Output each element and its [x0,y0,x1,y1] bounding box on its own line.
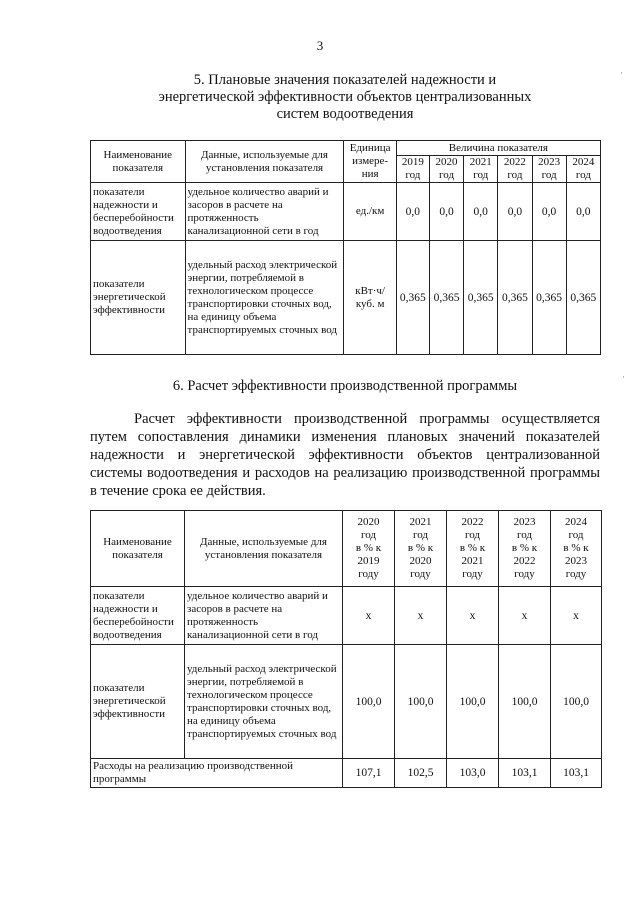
value-cell: х [499,587,551,645]
header-period: 2024 год в % к 2023 году [551,511,602,587]
header-unit-line: измере- [352,155,389,167]
value-cell: 0,365 [532,241,566,355]
header-value-group: Величина показателя [396,141,600,156]
value-cell: 100,0 [395,645,447,759]
value-cell: 0,365 [566,241,600,355]
header-unit-line: ния [361,168,379,180]
header-year: 2021 год [464,156,498,183]
value-cell: 103,1 [499,759,551,788]
indicator-cell: показатели энергетической эффективности [91,645,185,759]
value-cell: х [551,587,602,645]
value-cell: 0,0 [532,183,566,241]
section-6-title: 6. Расчет эффективности производственной программы [172,378,518,394]
table-row [91,587,602,645]
section-6-paragraph: Расчет эффективности производственной программы осуществляется путем сопоставления динамики изменения плановых значений показателей надежности и энергетической эффективности объектов централизованной системы водоотведения и расходов на реализацию производственной программы в течение срока ее действия. [90,411,600,499]
efficiency-table [90,510,602,788]
value-cell: х [343,587,395,645]
table-row [91,241,601,355]
unit-cell: кВт·ч/ куб. м [344,241,396,355]
table-row [91,759,602,788]
section-5-title-line: систем водоотведения [276,106,414,122]
indicator-cell: показатели надежности и бесперебойности водоотведения [91,587,185,645]
header-year: 2022 год [498,156,532,183]
data-used-cell: удельный расход электрической энергии, потребляемой в технологическом процессе транспортировки сточных вод, на единицу объема транспортируемых сточных вод [185,645,343,759]
value-cell: 100,0 [447,645,499,759]
section-5-title [90,72,600,123]
header-period: 2021 год в % к 2020 году [395,511,447,587]
indicator-cell: показатели надежности и бесперебойности водоотведения [91,183,186,241]
value-cell: х [395,587,447,645]
value-cell: 0,0 [429,183,463,241]
value-cell: 0,365 [464,241,498,355]
value-cell: 103,1 [551,759,602,788]
value-cell: 100,0 [551,645,602,759]
value-cell: 0,365 [396,241,429,355]
section-5-title-line: энергетической эффективности объектов централизованных [158,89,532,105]
header-indicator: Наименование показателя [91,511,185,587]
header-year: 2019 год [396,156,429,183]
header-indicator: Наименование показателя [91,141,186,183]
header-year: 2023 год [532,156,566,183]
header-year: 2024 год [566,156,600,183]
value-cell: 102,5 [395,759,447,788]
value-cell: х [447,587,499,645]
unit-cell: ед./км [344,183,396,241]
data-used-cell: удельное количество аварий и засоров в расчете на протяженность канализационной сети в год [185,587,343,645]
table-row [91,645,602,759]
header-data-used: Данные, используемые для установления показателя [185,141,344,183]
value-cell: 0,0 [566,183,600,241]
value-cell: 0,365 [498,241,532,355]
value-cell: 0,0 [396,183,429,241]
header-period: 2022 год в % к 2021 году [447,511,499,587]
header-year: 2020 год [429,156,463,183]
section-5-title-line: 5. Плановые значения показателей надежности и [193,72,497,88]
reliability-indicators-table [90,140,601,355]
value-cell: 100,0 [499,645,551,759]
indicator-cell: показатели энергетической эффективности [91,241,186,355]
expenses-indicator-cell: Расходы на реализацию производственной программы [91,759,343,788]
value-cell: 107,1 [343,759,395,788]
data-used-cell: удельный расход электрической энергии, потребляемой в технологическом процессе транспортировки сточных вод, на единицу объема транспортируемых сточных вод [185,241,344,355]
value-cell: 0,365 [429,241,463,355]
page-number: 3 [316,38,324,53]
header-period: 2023 год в % к 2022 году [499,511,551,587]
margin-mark: · [622,372,625,382]
table-row [91,183,601,241]
value-cell: 100,0 [343,645,395,759]
value-cell: 0,0 [464,183,498,241]
header-unit [344,141,396,183]
value-cell: 0,0 [498,183,532,241]
header-data-used: Данные, используемые для установления показателя [185,511,343,587]
margin-mark: · [620,68,623,78]
value-cell: 103,0 [447,759,499,788]
data-used-cell: удельное количество аварий и засоров в расчете на протяженность канализационной сети в год [185,183,344,241]
header-period: 2020 год в % к 2019 году [343,511,395,587]
header-unit-line: Единица [349,142,391,154]
